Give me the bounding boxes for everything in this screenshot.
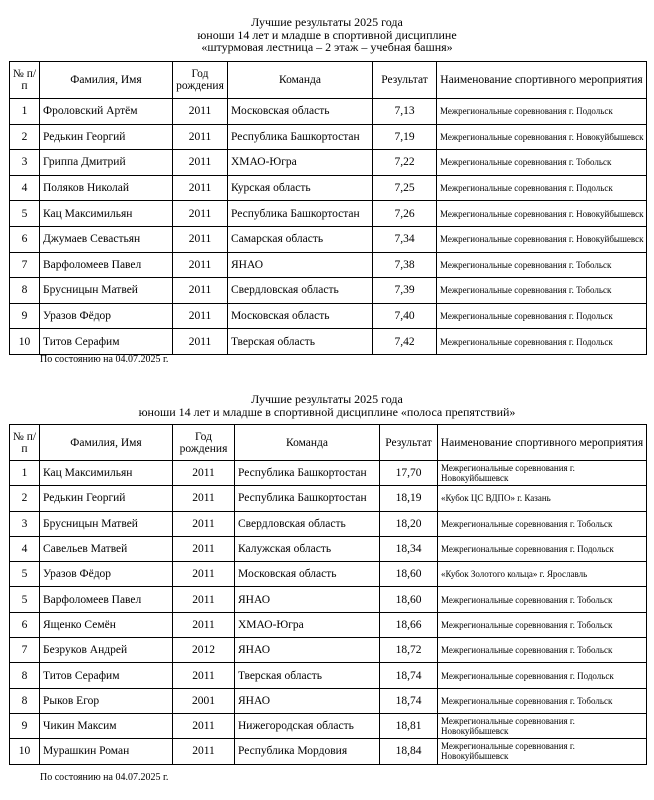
- header-num: № п/п: [10, 425, 40, 461]
- cell-event: Межрегиональные соревнования г. Тобольск: [437, 278, 647, 304]
- cell-name: Джумаев Севастьян: [40, 226, 173, 252]
- cell-num: 7: [10, 638, 40, 663]
- cell-event: Межрегиональные соревнования г. Новокуйбышевск: [438, 739, 647, 764]
- cell-team: Курская область: [228, 175, 373, 201]
- table-row: [10, 124, 647, 150]
- cell-event: Межрегиональные соревнования г. Подольск: [437, 99, 647, 125]
- cell-name: Ященко Семён: [40, 612, 173, 637]
- cell-num: 6: [10, 226, 40, 252]
- cell-num: 4: [10, 536, 40, 561]
- cell-result: 18,19: [380, 486, 438, 511]
- cell-num: 4: [10, 175, 40, 201]
- cell-team: Республика Башкортостан: [228, 201, 373, 227]
- cell-num: 8: [10, 663, 40, 688]
- cell-result: 18,74: [380, 688, 438, 713]
- cell-num: 2: [10, 486, 40, 511]
- table-row: [10, 587, 647, 612]
- table-row: [10, 688, 647, 713]
- cell-result: 7,38: [373, 252, 437, 278]
- header-year: Год рождения: [173, 62, 228, 99]
- cell-num: 9: [10, 303, 40, 329]
- cell-num: 5: [10, 587, 40, 612]
- title-line: Лучшие результаты 2025 года: [251, 392, 403, 406]
- cell-year: 2011: [173, 226, 228, 252]
- table-header-row: [10, 62, 647, 99]
- cell-year: 2011: [173, 486, 235, 511]
- header-year: Год рождения: [173, 425, 235, 461]
- header-num: № п/п: [10, 62, 40, 99]
- table-row: [10, 638, 647, 663]
- cell-num: 2: [10, 124, 40, 150]
- cell-event: Межрегиональные соревнования г. Тобольск: [438, 638, 647, 663]
- cell-result: 18,74: [380, 663, 438, 688]
- cell-event: Межрегиональные соревнования г. Подольск: [437, 329, 647, 355]
- cell-result: 18,66: [380, 612, 438, 637]
- cell-num: 5: [10, 201, 40, 227]
- table-row: [10, 226, 647, 252]
- section-2-footnote: По состоянию на 04.07.2025 г.: [40, 772, 169, 783]
- cell-result: 7,13: [373, 99, 437, 125]
- header-team: Команда: [228, 62, 373, 99]
- cell-team: Республика Башкортостан: [235, 461, 380, 486]
- header-name: Фамилия, Имя: [40, 62, 173, 99]
- cell-year: 2011: [173, 461, 235, 486]
- table-row: [10, 252, 647, 278]
- cell-team: Калужская область: [235, 536, 380, 561]
- cell-num: 10: [10, 329, 40, 355]
- table-row: [10, 150, 647, 176]
- cell-event: Межрегиональные соревнования г. Тобольск: [438, 612, 647, 637]
- cell-year: 2001: [173, 688, 235, 713]
- cell-name: Мурашкин Роман: [40, 739, 173, 764]
- cell-event: Межрегиональные соревнования г. Тобольск: [437, 150, 647, 176]
- header-team: Команда: [235, 425, 380, 461]
- cell-team: Тверская область: [235, 663, 380, 688]
- header-result: Результат: [373, 62, 437, 99]
- header-name: Фамилия, Имя: [40, 425, 173, 461]
- cell-result: 7,40: [373, 303, 437, 329]
- cell-num: 9: [10, 713, 40, 738]
- cell-year: 2011: [173, 175, 228, 201]
- title-line: Лучшие результаты 2025 года: [251, 15, 403, 29]
- cell-num: 3: [10, 150, 40, 176]
- table-row: [10, 739, 647, 764]
- cell-team: ХМАО-Югра: [235, 612, 380, 637]
- table-row: [10, 713, 647, 738]
- cell-result: 7,42: [373, 329, 437, 355]
- cell-year: 2012: [173, 638, 235, 663]
- cell-event: Межрегиональные соревнования г. Новокуйбышевск: [437, 201, 647, 227]
- table-row: [10, 99, 647, 125]
- section-1-footnote: По состоянию на 04.07.2025 г.: [40, 354, 169, 365]
- cell-name: Чикин Максим: [40, 713, 173, 738]
- cell-name: Фроловский Артём: [40, 99, 173, 125]
- table-header-row: [10, 425, 647, 461]
- cell-event: Межрегиональные соревнования г. Тобольск: [437, 252, 647, 278]
- cell-num: 3: [10, 511, 40, 536]
- title-line: юноши 14 лет и младше в спортивной дисциплине: [197, 27, 457, 42]
- cell-name: Рыков Егор: [40, 688, 173, 713]
- cell-name: Кац Максимильян: [40, 461, 173, 486]
- cell-name: Поляков Николай: [40, 175, 173, 201]
- table-row: [10, 663, 647, 688]
- cell-num: 1: [10, 99, 40, 125]
- cell-year: 2011: [173, 536, 235, 561]
- section-1-title: [0, 16, 654, 54]
- cell-name: Безруков Андрей: [40, 638, 173, 663]
- cell-event: Межрегиональные соревнования г. Подольск: [437, 175, 647, 201]
- results-table-1: [9, 61, 647, 355]
- cell-team: Самарская область: [228, 226, 373, 252]
- cell-team: Московская область: [228, 99, 373, 125]
- table-row: [10, 303, 647, 329]
- cell-event: Межрегиональные соревнования г. Новокуйбышевск: [437, 124, 647, 150]
- header-result: Результат: [380, 425, 438, 461]
- cell-year: 2011: [173, 303, 228, 329]
- cell-team: Республика Мордовия: [235, 739, 380, 764]
- cell-result: 18,84: [380, 739, 438, 764]
- table-row: [10, 201, 647, 227]
- cell-name: Савельев Матвей: [40, 536, 173, 561]
- cell-team: Свердловская область: [228, 278, 373, 304]
- cell-team: ЯНАО: [235, 688, 380, 713]
- cell-team: Свердловская область: [235, 511, 380, 536]
- cell-team: ЯНАО: [235, 587, 380, 612]
- cell-name: Редькин Георгий: [40, 124, 173, 150]
- cell-team: Тверская область: [228, 329, 373, 355]
- cell-name: Титов Серафим: [40, 663, 173, 688]
- cell-name: Брусницын Матвей: [40, 278, 173, 304]
- cell-year: 2011: [173, 713, 235, 738]
- cell-year: 2011: [173, 562, 235, 587]
- cell-event: «Кубок ЦС ВДПО» г. Казань: [438, 486, 647, 511]
- cell-year: 2011: [173, 278, 228, 304]
- cell-num: 8: [10, 278, 40, 304]
- cell-year: 2011: [173, 329, 228, 355]
- cell-year: 2011: [173, 587, 235, 612]
- cell-event: Межрегиональные соревнования г. Подольск: [438, 536, 647, 561]
- cell-name: Кац Максимильян: [40, 201, 173, 227]
- cell-team: Республика Башкортостан: [228, 124, 373, 150]
- cell-event: «Кубок Золотого кольца» г. Ярославль: [438, 562, 647, 587]
- cell-name: Варфоломеев Павел: [40, 252, 173, 278]
- cell-year: 2011: [173, 201, 228, 227]
- cell-team: Московская область: [235, 562, 380, 587]
- cell-team: ЯНАО: [228, 252, 373, 278]
- cell-year: 2011: [173, 511, 235, 536]
- cell-result: 18,34: [380, 536, 438, 561]
- cell-num: 6: [10, 612, 40, 637]
- cell-num: 8: [10, 688, 40, 713]
- cell-result: 7,34: [373, 226, 437, 252]
- cell-year: 2011: [173, 99, 228, 125]
- cell-num: 5: [10, 562, 40, 587]
- cell-event: Межрегиональные соревнования г. Подольск: [438, 663, 647, 688]
- table-row: [10, 278, 647, 304]
- cell-name: Титов Серафим: [40, 329, 173, 355]
- table-row: [10, 612, 647, 637]
- cell-result: 7,25: [373, 175, 437, 201]
- cell-result: 7,39: [373, 278, 437, 304]
- cell-event: Межрегиональные соревнования г. Новокуйбышевск: [438, 713, 647, 738]
- cell-name: Редькин Георгий: [40, 486, 173, 511]
- cell-name: Уразов Фёдор: [40, 562, 173, 587]
- table-row: [10, 175, 647, 201]
- cell-result: 7,26: [373, 201, 437, 227]
- cell-result: 18,60: [380, 587, 438, 612]
- cell-team: Нижегородская область: [235, 713, 380, 738]
- cell-num: 10: [10, 739, 40, 764]
- cell-event: Межрегиональные соревнования г. Новокуйбышевск: [437, 226, 647, 252]
- cell-num: 1: [10, 461, 40, 486]
- table-row: [10, 562, 647, 587]
- title-line: «штурмовая лестница – 2 этаж – учебная башня»: [201, 40, 453, 54]
- cell-event: Межрегиональные соревнования г. Тобольск: [438, 688, 647, 713]
- cell-event: Межрегиональные соревнования г. Тобольск: [438, 587, 647, 612]
- cell-event: Межрегиональные соревнования г. Подольск: [437, 303, 647, 329]
- table-row: [10, 536, 647, 561]
- cell-team: ХМАО-Югра: [228, 150, 373, 176]
- cell-result: 7,22: [373, 150, 437, 176]
- cell-year: 2011: [173, 663, 235, 688]
- cell-team: Московская область: [228, 303, 373, 329]
- cell-event: Межрегиональные соревнования г. Новокуйбышевск: [438, 461, 647, 486]
- table-row: [10, 486, 647, 511]
- cell-team: ЯНАО: [235, 638, 380, 663]
- cell-name: Варфоломеев Павел: [40, 587, 173, 612]
- cell-year: 2011: [173, 124, 228, 150]
- cell-name: Уразов Фёдор: [40, 303, 173, 329]
- cell-year: 2011: [173, 612, 235, 637]
- cell-year: 2011: [173, 252, 228, 278]
- cell-name: Брусницын Матвей: [40, 511, 173, 536]
- cell-result: 17,70: [380, 461, 438, 486]
- cell-year: 2011: [173, 739, 235, 764]
- cell-num: 7: [10, 252, 40, 278]
- cell-team: Республика Башкортостан: [235, 486, 380, 511]
- cell-result: 18,72: [380, 638, 438, 663]
- section-2-title: [0, 393, 654, 418]
- header-event: Наименование спортивного мероприятия: [437, 62, 647, 99]
- cell-year: 2011: [173, 150, 228, 176]
- cell-name: Гриппа Дмитрий: [40, 150, 173, 176]
- table-row: [10, 329, 647, 355]
- cell-result: 18,20: [380, 511, 438, 536]
- table-row: [10, 511, 647, 536]
- header-event: Наименование спортивного мероприятия: [438, 425, 647, 461]
- table-row: [10, 461, 647, 486]
- cell-event: Межрегиональные соревнования г. Тобольск: [438, 511, 647, 536]
- cell-result: 7,19: [373, 124, 437, 150]
- results-table-2: [9, 424, 647, 765]
- title-line: юноши 14 лет и младше в спортивной дисциплине «полоса препятствий»: [138, 404, 516, 419]
- cell-result: 18,60: [380, 562, 438, 587]
- cell-result: 18,81: [380, 713, 438, 738]
